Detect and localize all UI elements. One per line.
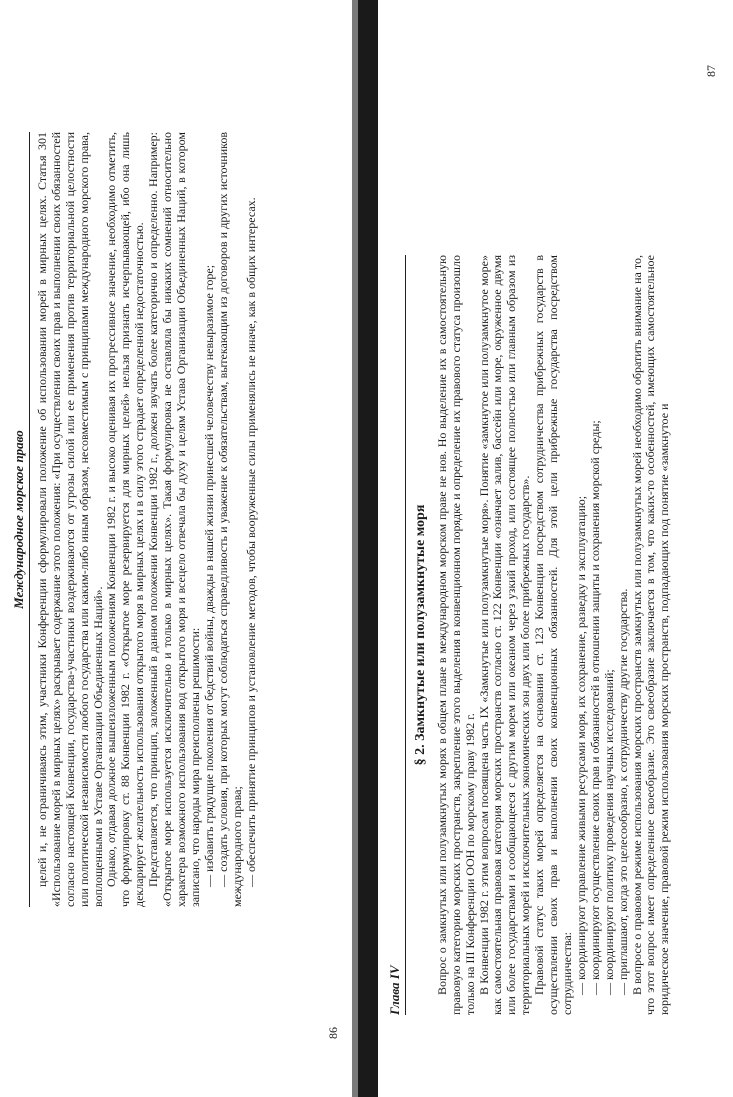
left-list-item: — создать условия, при которых могут соблюдаться справедливость и уважение к обязательствам, вытекающим из договоров и других источников международного права; xyxy=(215,132,244,907)
right-list-item: — координируют осуществление своих прав и обязанностей в отношении защиты и сохранения морской среды; xyxy=(587,420,602,995)
left-paragraph: целей и, не ограничиваясь этим, участники Конференции сформулировали положение об использовании морей в мирных целях. Статья 301 «Использование морей в мирных целях» раскрывает содержание этого положения: «При осуществлении своих прав и выполнении своих обязанностей согласно настоящей Конвенции, государства-участники воздерживаются от угрозы силой или ее применения против территориальной целостности или политической независимости любого государства или каким-либо иным образом, несовместимым с принципами международного морского права, воплощенными в Уставе Организации Объединенных Наций». xyxy=(34,132,105,907)
right-paragraph: В Конвенции 1982 г. этим вопросам посвящена часть IX «Замкнутые или полузамкнутые моря». Понятие «замкнутое или полузамкнутое море» как самостоятельная правовая категория морских пространств согласно ст. 122 Конвенции «означает залив, бассейн или море, окруженное двумя или более государствами и сообщающееся с другим морем или океаном через узкий проход, или состоящее полностью или главным образом из территориальных морей и исключительных экономических зон двух или более прибрежных государств». xyxy=(476,255,533,1015)
right-page-number: 87 xyxy=(704,65,718,77)
left-page-text-block xyxy=(12,132,342,907)
right-page xyxy=(378,0,733,1097)
book-gutter xyxy=(358,0,378,1097)
right-list-item: — координируют управление живыми ресурсами моря, их сохранение, разведку и эксплуатацию; xyxy=(573,495,588,995)
left-paragraph: Представляется, что принцип, заложенный в данном положении Конвенции 1982 г., должен звучать более категорично и определенно. Например: «Открытое море используется исключительно и только в мирных целях». Такая формулировка не оставляла бы никаких сомнений относительно характера возможного использования вод открытого моря и всецело отвечала бы духу и целям Устава Организации Объединенных Наций, в котором записано, что народы мира преисполнены решимости: xyxy=(146,132,202,907)
right-list-item: — приглашают, когда это целесообразно, к сотрудничеству другие государства. xyxy=(615,588,630,995)
left-list-item: — избавить грядущие поколения от бедствий войны, дважды в нашей жизни принесшей человечеству невыразимое горе; xyxy=(201,264,216,887)
left-page xyxy=(0,0,352,1097)
right-paragraph: Правовой статус таких морей определяется на основании ст. 123 Конвенции посредством сотрудничества прибрежных государств в осуществлении своих прав и выполнении своих конвенционных обязанностей. Для этой цели прибрежные государства посредством сотрудничества: xyxy=(532,255,574,1015)
left-page-number: 86 xyxy=(326,1027,340,1039)
right-list-item: — координируют политику проведения научных исследований; xyxy=(601,669,616,995)
right-paragraph: Вопрос о замкнутых или полузамкнутых морях в общем плане в международном морском праве не нов. Но выделение их в самостоятельную правовую категорию морских пространств, закрепление этого выделения в конвенционном порядке и определение их правового статуса произошло только на III Конференции ООН по морскому праву 1982 г. xyxy=(434,255,477,1015)
right-page-rotated-sheet xyxy=(378,0,733,1097)
right-page-text-block xyxy=(388,255,724,1015)
right-running-head: Глава IV xyxy=(388,255,406,1015)
right-paragraph: В вопросе о правовом режиме использования морских пространств замкнутых или полузамкнутых морей необходимо обратить внимание на то, что этот вопрос имеет определенное своеобразие. Это своеобразие заключается в том, что каких-то особенностей, имеющих самостоятельное юридическое значение, правовой режим использования морских пространств, подпадающих под понятие «замкнутое и xyxy=(629,255,672,1015)
left-paragraph: Однако, отдавая должное вышеизложенным положениям Конвенции 1982 г. и высоко оценивая их прогрессивное значение, необходимо отметить, что формулировку ст. 88 Конвенции 1982 г. «Открытое море резервируется для мирных целей» нельзя признать исчерпывающей, ибо она лишь декларирует желательность использования открытого моря в мирных целях и в силу этого страдает определенной недостаточностью. xyxy=(104,132,147,907)
left-list-item: — обеспечить принятие принципов и установление методов, чтобы вооруженные силы применялись не иначе, как в общих интересах. xyxy=(243,197,258,887)
section-title: § 2. Замкнутые или полузамкнутые моря xyxy=(412,504,428,766)
left-page-rotated-sheet xyxy=(0,0,352,1097)
left-running-head: Международное морское право xyxy=(12,132,30,907)
